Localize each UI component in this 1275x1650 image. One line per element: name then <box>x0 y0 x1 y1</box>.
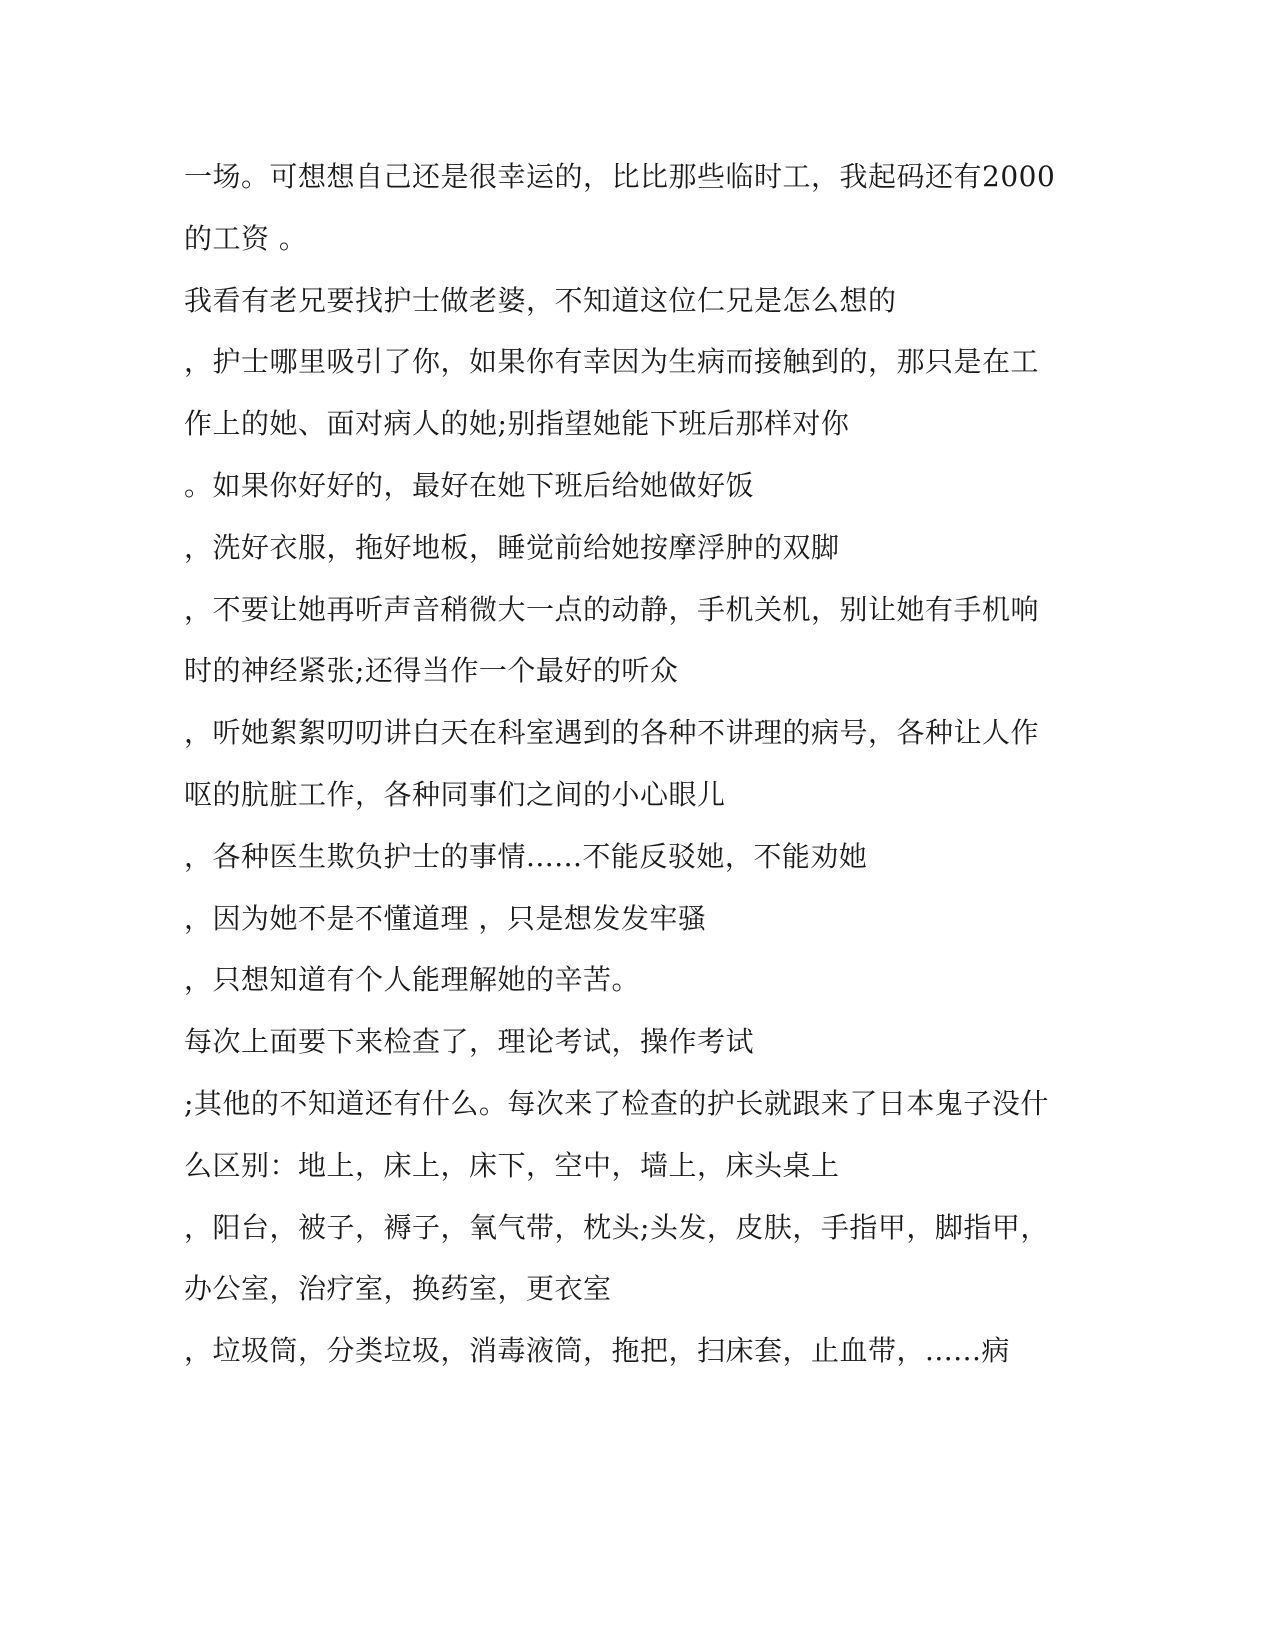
text-line: 每次上面要下来检查了，理论考试，操作考试 <box>184 1025 755 1059</box>
body-text <box>184 152 1064 1388</box>
text-line: 我看有老兄要找护士做老婆，不知道这位仁兄是怎么想的 <box>184 283 897 317</box>
text-line: ，护士哪里吸引了你，如果你有幸因为生病而接触到的，那只是在工 <box>184 345 1040 379</box>
text-line: ，听她絮絮叨叨讲白天在科室遇到的各种不讲理的病号，各种让人作 <box>184 716 1040 750</box>
text-line: 。如果你好好的，最好在她下班后给她做好饭 <box>184 468 755 502</box>
text-line: ，洗好衣服，拖好地板，睡觉前给她按摩浮肿的双脚 <box>184 530 840 564</box>
text-line: ，不要让她再听声音稍微大一点的动静，手机关机，别让她有手机响 <box>184 592 1040 626</box>
text-line: ，垃圾筒，分类垃圾，消毒液筒，拖把，扫床套，止血带，......病 <box>184 1334 1010 1368</box>
text-line: 时的神经紧张;还得当作一个最好的听众 <box>184 654 679 688</box>
text-line: ;其他的不知道还有什么。每次来了检查的护长就跟来了日本鬼子没什 <box>184 1086 1049 1120</box>
text-line: 呕的肮脏工作，各种同事们之间的小心眼儿 <box>184 777 726 811</box>
text-line: 么区别：地上，床上，床下，空中，墙上，床头桌上 <box>184 1148 840 1182</box>
text-line: 的工资 。 <box>184 221 308 255</box>
text-line: ，各种医生欺负护士的事情......不能反驳她，不能劝她 <box>184 839 868 873</box>
text-line: 作上的她、面对病人的她;别指望她能下班后那样对你 <box>184 407 850 441</box>
text-line: 办公室，治疗室，换药室，更衣室 <box>184 1272 612 1306</box>
text-line: ，因为她不是不懂道理 ，只是想发发牢骚 <box>184 901 707 935</box>
text-line: 一场。可想想自己还是很幸运的，比比那些临时工，我起码还有2000 <box>184 160 1056 193</box>
text-line: ，阳台，被子，褥子，氧气带，枕头;头发，皮肤，手指甲，脚指甲， <box>184 1210 1049 1244</box>
text-line: ，只想知道有个人能理解她的辛苦。 <box>184 963 641 997</box>
